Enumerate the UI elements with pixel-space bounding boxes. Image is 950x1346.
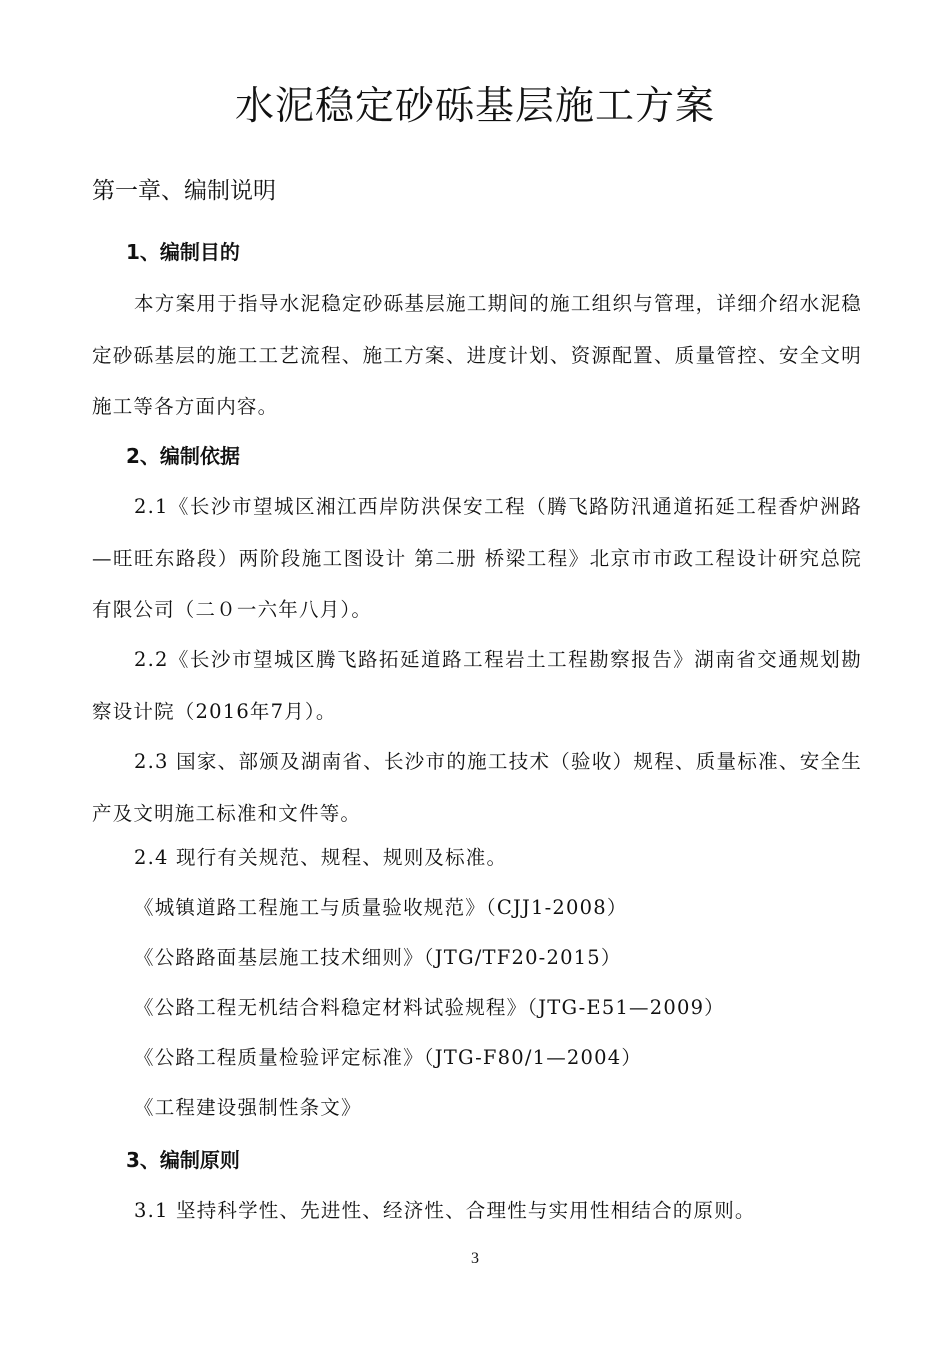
- standards-intro: 2.4 现行有关规范、规程、规则及标准。: [134, 846, 508, 869]
- document-title: 水泥稳定砂砾基层施工方案: [234, 84, 715, 129]
- standard-item: 《公路工程无机结合料稳定材料试验规程》（JTG-E51—2009）: [134, 996, 725, 1019]
- standard-item: 《城镇道路工程施工与质量验收规范》（CJJ1-2008）: [134, 896, 628, 919]
- section-heading-principles: 3、编制原则: [126, 1148, 240, 1172]
- standard-item: 《公路路面基层施工技术细则》（JTG/TF20-2015）: [134, 946, 622, 969]
- section-heading-purpose: 1、编制目的: [126, 240, 240, 264]
- basis-item: 2.1《长沙市望城区湘江西岸防洪保安工程（腾飞路防汛通道拓延工程香炉洲路—旺旺东路段）两阶段施工图设计 第二册 桥梁工程》北京市市政工程设计研究总院有限公司（二０一六年八月）。: [92, 495, 862, 621]
- basis-item: 2.3 国家、部颁及湖南省、长沙市的施工技术（验收）规程、质量标准、安全生产及文明施工标准和文件等。: [92, 750, 862, 825]
- principle-item: 3.1 坚持科学性、先进性、经济性、合理性与实用性相结合的原则。: [134, 1199, 756, 1222]
- chapter-heading: 第一章、编制说明: [92, 178, 276, 204]
- section-heading-basis: 2、编制依据: [126, 444, 240, 468]
- basis-item: 2.2《长沙市望城区腾飞路拓延道路工程岩土工程勘察报告》湖南省交通规划勘察设计院（2016年7月）。: [92, 648, 862, 723]
- standard-item: 《公路工程质量检验评定标准》（JTG-F80/1—2004）: [134, 1046, 643, 1069]
- page-number: 3: [471, 1250, 479, 1267]
- standard-item: 《工程建设强制性条文》: [134, 1096, 362, 1119]
- purpose-paragraph: 本方案用于指导水泥稳定砂砾基层施工期间的施工组织与管理，详细介绍水泥稳定砂砾基层的施工工艺流程、施工方案、进度计划、资源配置、质量管控、安全文明施工等各方面内容。: [92, 292, 862, 418]
